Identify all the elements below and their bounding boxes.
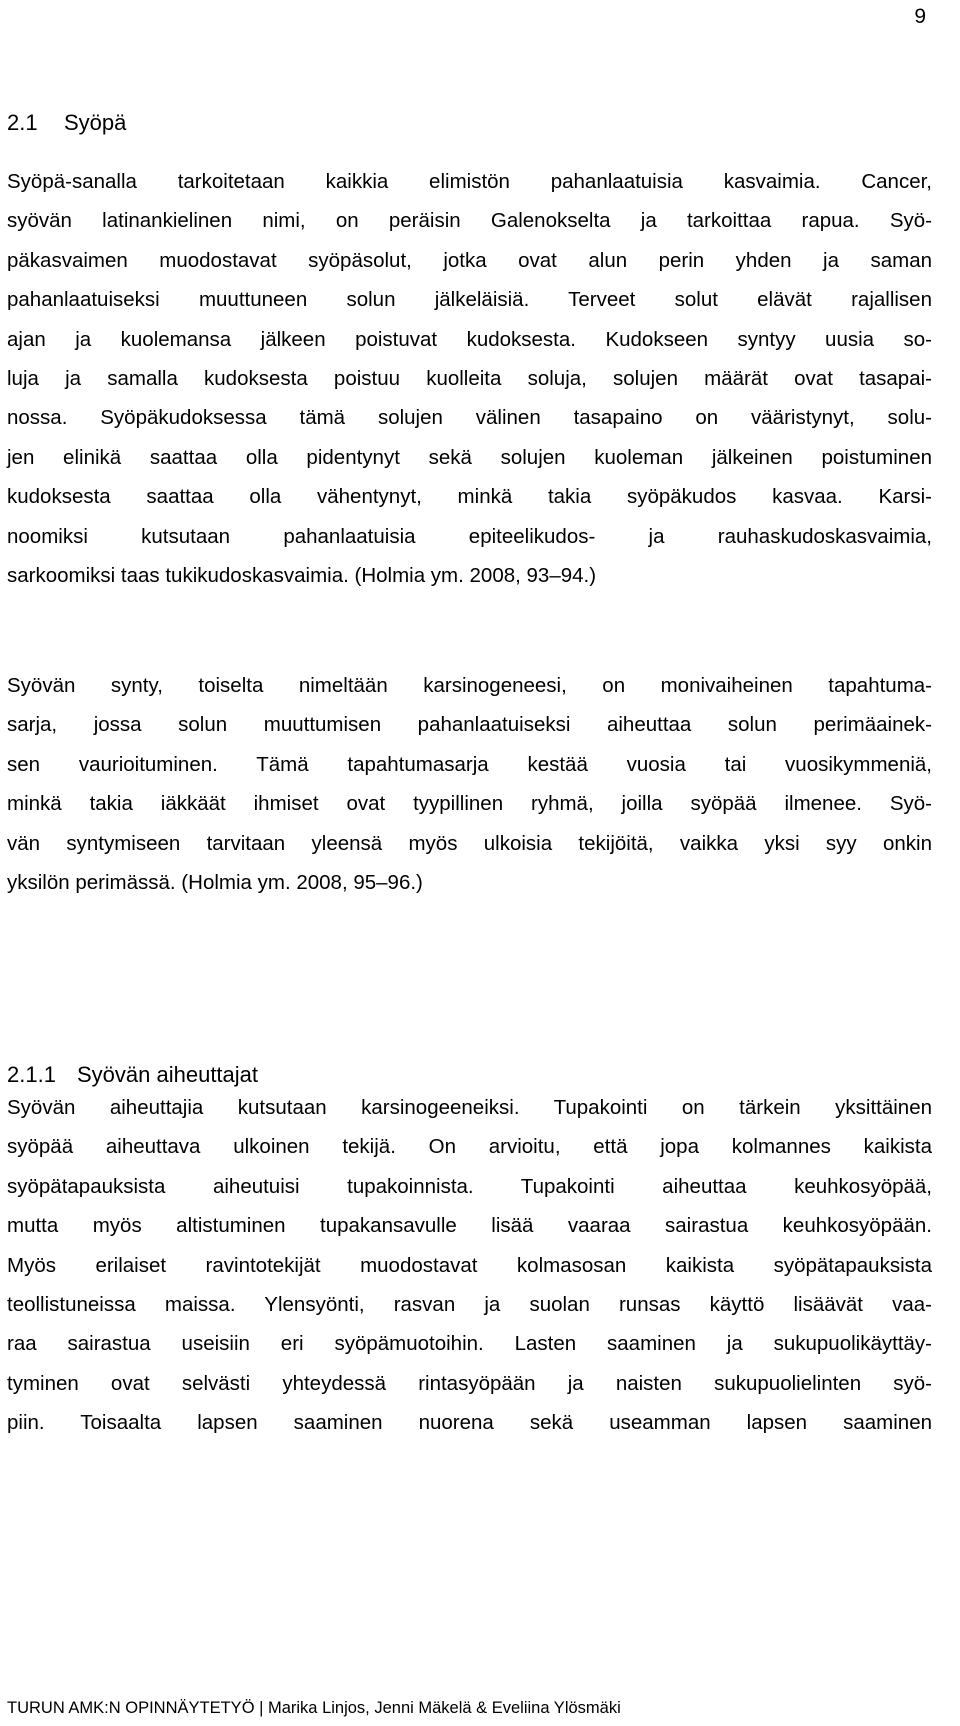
text-line: syöpätapauksista aiheutuisi tupakoinnista. Tupakointi aiheuttaa keuhkosyöpää,	[7, 1174, 932, 1198]
text-line: Syövän synty, toiselta nimeltään karsinogeneesi, on monivaiheinen tapahtuma-	[7, 674, 932, 697]
text-line: mutta myös altistuminen tupakansavulle lisää vaaraa sairastua keuhkosyöpään.	[7, 1214, 932, 1238]
text-line: noomiksi kutsutaan pahanlaatuisia epiteelikudos- ja rauhaskudoskasvaimia,	[7, 524, 932, 548]
paragraph-cancer-definition	[7, 162, 932, 595]
text-line: sen vaurioituminen. Tämä tapahtumasarja kestää vuosia tai vuosikymmeniä,	[7, 752, 932, 776]
text-line: raa sairastua useisiin eri syöpämuotoihin. Lasten saaminen ja sukupuolikäyttäy-	[7, 1332, 932, 1356]
text-line: nossa. Syöpäkudoksessa tämä solujen välinen tasapaino on vääristynyt, solu-	[7, 406, 932, 430]
text-line: teollistuneissa maissa. Ylensyönti, rasvan ja suolan runsas käyttö lisäävät vaa-	[7, 1292, 932, 1316]
text-line: sarkoomiksi taas tukikudoskasvaimia. (Holmia ym. 2008, 93–94.)	[7, 563, 597, 587]
section-heading	[7, 108, 126, 138]
text-line: sarja, jossa solun muuttumisen pahanlaatuiseksi aiheuttaa solun perimäainek-	[7, 713, 932, 737]
text-line: kudoksesta saattaa olla vähentynyt, minkä takia syöpäkudos kasvaa. Karsi-	[7, 485, 932, 509]
section-number: 2.1	[7, 110, 38, 135]
text-line: päkasvaimen muodostavat syöpäsolut, jotka ovat alun perin yhden ja saman	[7, 248, 932, 272]
text-line: tyminen ovat selvästi yhteydessä rintasyöpään ja naisten sukupuolielinten syö-	[7, 1371, 932, 1395]
text-line: Syövän aiheuttajia kutsutaan karsinogeeneiksi. Tupakointi on tärkein yksittäinen	[7, 1096, 932, 1119]
text-line: vän syntymiseen tarvitaan yleensä myös ulkoisia tekijöitä, vaikka yksi syy onkin	[7, 831, 932, 855]
page-footer: TURUN AMK:N OPINNÄYTETYÖ | Marika Linjos, Jenni Mäkelä & Eveliina Ylösmäki	[7, 1699, 621, 1717]
subsection-title: Syövän aiheuttajat	[77, 1062, 259, 1087]
text-line: minkä takia iäkkäät ihmiset ovat tyypillinen ryhmä, joilla syöpää ilmenee. Syö-	[7, 792, 932, 816]
text-line: Myös erilaiset ravintotekijät muodostavat kolmasosan kaikista syöpätapauksista	[7, 1253, 932, 1277]
text-line: yksilön perimässä. (Holmia ym. 2008, 95–96.)	[7, 870, 423, 894]
subsection-number: 2.1.1	[7, 1062, 56, 1087]
text-line: pahanlaatuiseksi muuttuneen solun jälkeläisiä. Terveet solut elävät rajallisen	[7, 288, 932, 312]
text-line: syövän latinankielinen nimi, on peräisin Galenokselta ja tarkoittaa rapua. Syö-	[7, 209, 932, 233]
section-title: Syöpä	[64, 110, 127, 135]
text-line: luja ja samalla kudoksesta poistuu kuolleita soluja, solujen määrät ovat tasapai-	[7, 366, 932, 390]
page-number: 9	[914, 5, 926, 28]
text-line: syöpää aiheuttava ulkoinen tekijä. On arvioitu, että jopa kolmannes kaikista	[7, 1135, 932, 1159]
subsection-heading	[7, 1060, 258, 1090]
paragraph-carcinogens	[7, 1088, 932, 1443]
paragraph-carcinogenesis	[7, 666, 932, 902]
text-line: jen elinikä saattaa olla pidentynyt sekä solujen kuoleman jälkeinen poistuminen	[7, 445, 932, 469]
text-line: Syöpä-sanalla tarkoitetaan kaikkia elimistön pahanlaatuisia kasvaimia. Cancer,	[7, 170, 932, 193]
text-line: ajan ja kuolemansa jälkeen poistuvat kudoksesta. Kudokseen syntyy uusia so-	[7, 327, 932, 351]
text-line: piin. Toisaalta lapsen saaminen nuorena sekä useamman lapsen saaminen	[7, 1411, 932, 1435]
